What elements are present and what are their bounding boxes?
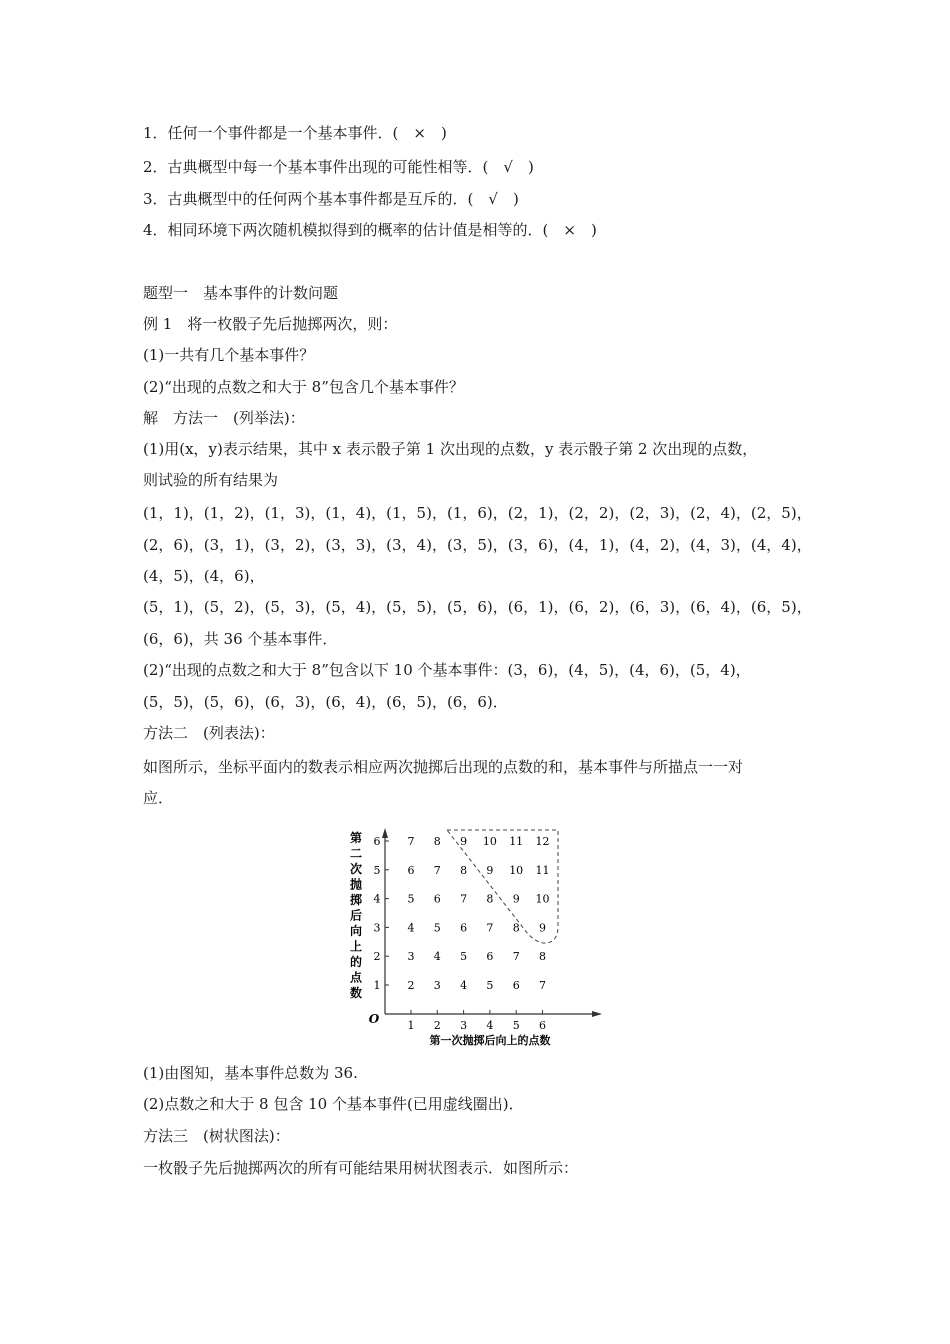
origin-label: O	[368, 1012, 380, 1026]
y-tick-label: 5	[373, 863, 381, 877]
y-axis-title-char: 第	[349, 831, 363, 845]
method1-line: (5，1)，(5，2)，(5，3)，(5，4)，(5，5)，(5，6)，(6，1)，(6，2)，(6，3)，(6，4)，(6，5)，	[143, 598, 812, 616]
method1-line: (2)“出现的点数之和大于 8”包含以下 10 个基本事件：(3，6)，(4，5)，(4，6)，(5，4)，	[143, 661, 751, 679]
method1-title: 解 方法一 (列举法)：	[143, 409, 305, 427]
y-tick-label: 2	[373, 950, 381, 964]
sum-cell: 6	[433, 892, 441, 906]
example-heading: 例 1 将一枚骰子先后抛掷两次，则：	[143, 315, 398, 333]
x-tick-label: 1	[407, 1019, 415, 1032]
judgment-4: 4．相同环境下两次随机模拟得到的概率的估计值是相等的．( × )	[143, 221, 597, 239]
sum-cell: 9	[512, 892, 520, 906]
sum-cell: 8	[433, 835, 441, 848]
sum-cell: 5	[407, 892, 415, 906]
method2-result-2: (2)点数之和大于 8 包含 10 个基本事件(已用虚线圈出)．	[143, 1095, 524, 1113]
sum-cell: 11	[509, 835, 524, 848]
y-tick-label: 4	[373, 892, 381, 906]
x-tick-label: 4	[486, 1019, 494, 1032]
sum-cell: 7	[486, 921, 494, 935]
sum-cell: 10	[535, 892, 550, 906]
x-tick-label: 3	[460, 1019, 468, 1032]
y-axis-title-char: 次	[349, 862, 363, 876]
sum-cell: 8	[460, 863, 468, 877]
method1-line: (1，1)，(1，2)，(1，3)，(1，4)，(1，5)，(1，6)，(2，1)，(2，2)，(2，3)，(2，4)，(2，5)，	[143, 504, 812, 522]
y-axis-title-char: 上	[349, 939, 363, 954]
judgment-1: 1．任何一个事件都是一个基本事件．( × )	[143, 124, 447, 142]
x-tick-label: 6	[539, 1019, 546, 1032]
method1-line: (4，5)，(4，6)，	[143, 567, 265, 585]
y-axis-title-char: 二	[349, 846, 363, 861]
sum-cell: 3	[433, 979, 441, 992]
method3-line: 一枚骰子先后抛掷两次的所有可能结果用树状图表示．如图所示：	[143, 1159, 579, 1177]
sum-cell: 7	[407, 835, 415, 848]
sum-cell: 9	[460, 835, 468, 848]
sum-cell: 6	[407, 863, 415, 877]
sum-cell: 3	[407, 950, 415, 964]
method1-line: (2，6)，(3，1)，(3，2)，(3，3)，(3，4)，(3，5)，(3，6)，(4，1)，(4，2)，(4，3)，(4，4)，	[143, 536, 812, 554]
method1-line: 则试验的所有结果为	[143, 471, 279, 489]
y-tick-label: 6	[373, 835, 381, 848]
x-axis-arrow	[592, 1011, 602, 1017]
y-tick-label: 1	[373, 979, 381, 992]
sum-cell: 4	[460, 979, 468, 992]
sum-cell: 6	[486, 950, 494, 964]
sum-cell: 6	[460, 921, 468, 935]
judgment-3: 3．古典概型中的任何两个基本事件都是互斥的．( √ )	[143, 190, 519, 208]
sum-cell: 2	[407, 979, 415, 992]
sum-table-chart	[340, 826, 610, 1051]
x-axis-title: 第一次抛掷后向上的点数	[429, 1034, 551, 1047]
y-axis-title-char: 数	[349, 986, 363, 1000]
y-axis-title-char: 后	[349, 908, 363, 923]
sum-cell: 9	[486, 863, 494, 877]
sum-cell: 4	[433, 950, 441, 964]
x-tick-label: 2	[433, 1019, 441, 1032]
sum-cell: 6	[512, 979, 520, 992]
y-axis-title-char: 的	[349, 955, 363, 969]
sum-cell: 7	[460, 892, 468, 906]
question-2: (2)“出现的点数之和大于 8”包含几个基本事件？	[143, 378, 464, 396]
question-1: (1)一共有几个基本事件？	[143, 346, 315, 364]
y-axis-title-char: 掷	[349, 893, 363, 907]
sum-cell: 7	[539, 979, 546, 992]
sum-cell: 12	[535, 835, 550, 848]
x-tick-label: 5	[512, 1019, 520, 1032]
y-axis-arrow	[382, 828, 388, 838]
method1-line: (1)用(x，y)表示结果，其中 x 表示骰子第 1 次出现的点数，y 表示骰子第 2 次出现的点数，	[143, 440, 758, 458]
y-axis-title-char: 点	[349, 970, 363, 985]
judgment-2: 2．古典概型中每一个基本事件出现的可能性相等．( √ )	[143, 158, 534, 176]
sum-cell: 10	[509, 863, 524, 877]
method2-line: 应．	[143, 789, 174, 807]
method1-line: (5，5)，(5，6)，(6，3)，(6，4)，(6，5)，(6，6)．	[143, 693, 508, 711]
sum-cell: 7	[433, 863, 441, 877]
sum-cell: 5	[486, 979, 494, 992]
method2-line: 如图所示，坐标平面内的数表示相应两次抛掷后出现的点数的和，基本事件与所描点一一对	[143, 758, 744, 776]
method3-title: 方法三 (树状图法)：	[143, 1127, 290, 1145]
sum-cell: 8	[539, 950, 546, 964]
sum-cell: 5	[460, 950, 468, 964]
sum-cell: 4	[407, 921, 415, 935]
section-title: 题型一 基本事件的计数问题	[143, 284, 339, 302]
y-axis-title-char: 向	[349, 924, 363, 938]
sum-cell: 11	[535, 863, 550, 877]
sum-cell: 8	[486, 892, 494, 906]
sum-cell: 8	[512, 921, 520, 935]
sum-table-figure	[340, 826, 610, 1051]
sum-cell: 7	[512, 950, 520, 964]
method2-result-1: (1)由图知，基本事件总数为 36.	[143, 1064, 358, 1082]
y-axis-title-char: 抛	[349, 877, 363, 892]
method2-title: 方法二 (列表法)：	[143, 724, 275, 742]
method1-line: (6，6)，共 36 个基本事件．	[143, 630, 338, 648]
sum-cell: 10	[482, 835, 497, 848]
sum-cell: 5	[433, 921, 441, 935]
sum-cell: 9	[539, 921, 546, 935]
y-tick-label: 3	[373, 921, 381, 935]
